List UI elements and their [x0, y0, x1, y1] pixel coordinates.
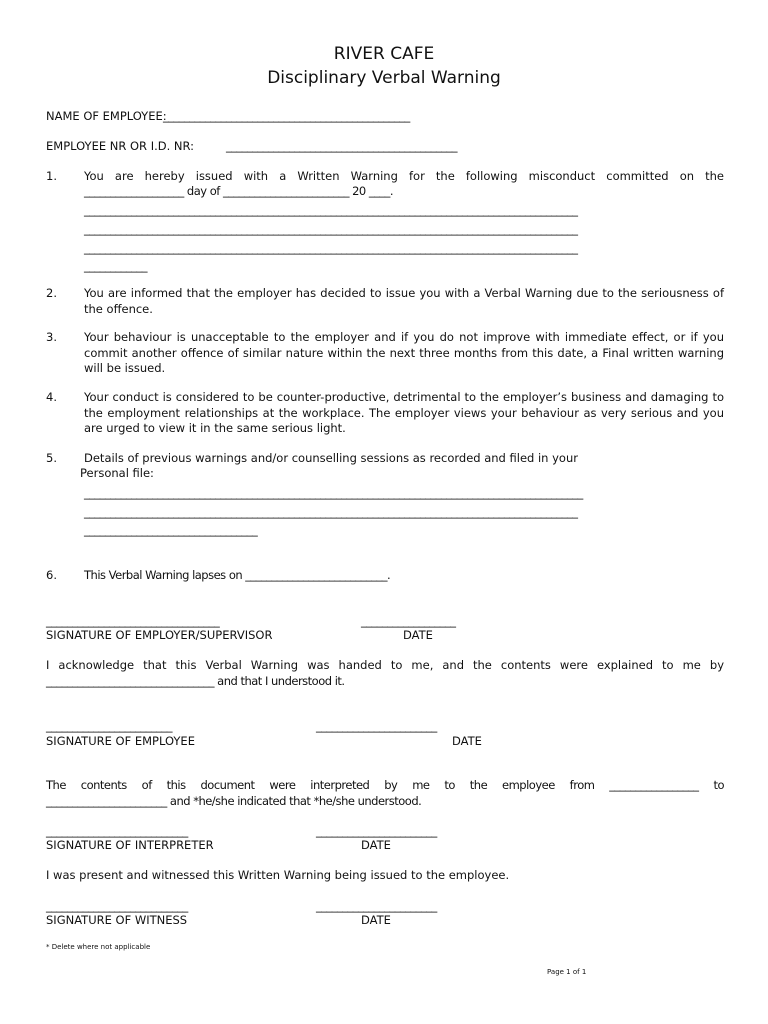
- employer-signature-line[interactable]: _________________________________: [46, 614, 220, 628]
- employer-signature-label: SIGNATURE OF EMPLOYER/SUPERVISOR: [46, 628, 273, 642]
- employee-name-label: NAME OF EMPLOYEE:: [46, 109, 167, 123]
- document-title: Disciplinary Verbal Warning: [267, 68, 501, 88]
- witness-statement: I was present and witnessed this Written Warning being issued to the employee.: [46, 868, 510, 882]
- employer-date-line[interactable]: __________________: [361, 614, 456, 628]
- interpreter-signature-label: SIGNATURE OF INTERPRETER: [46, 838, 214, 852]
- item-1-blank-line[interactable]: ______________________________________________________________________________________________: [84, 241, 578, 255]
- item-1-blank-line[interactable]: ______________________________________________________________________________________________: [84, 222, 578, 236]
- employee-nr-label: EMPLOYEE NR OR I.D. NR:: [46, 139, 195, 153]
- employee-nr-field[interactable]: ____________________________________________: [226, 139, 457, 153]
- item-5-blank-line[interactable]: _________________________________: [84, 523, 258, 537]
- interpreter-statement: The contents of this document were interpreted by me to the employee from _________________ to: [46, 778, 724, 792]
- company-name: RIVER CAFE: [333, 44, 435, 64]
- employee-date-label: DATE: [452, 734, 482, 748]
- item-1-text: You are hereby issued with a Written Warning for the following misconduct committed on the: [84, 169, 724, 183]
- footnote: * Delete where not applicable: [46, 943, 151, 951]
- acknowledgement-text-continued[interactable]: ________________________________ and that I understood it.: [46, 674, 345, 688]
- interpreter-date-label: DATE: [361, 838, 391, 852]
- witness-signature-line[interactable]: ___________________________: [46, 899, 188, 913]
- interpreter-statement-continued[interactable]: _______________________ and *he/she indicated that *he/she understood.: [46, 794, 422, 808]
- item-5-text-continued: Personal file:: [80, 466, 154, 480]
- item-5-number: 5.: [46, 451, 57, 465]
- item-5-blank-line[interactable]: ______________________________________________________________________________________________: [84, 505, 578, 519]
- item-6-text[interactable]: This Verbal Warning lapses on ___________________________.: [84, 568, 391, 582]
- item-1-date-line[interactable]: ___________________ day of ________________________ 20 ____.: [84, 184, 394, 198]
- item-6-number: 6.: [46, 568, 57, 582]
- employee-signature-label: SIGNATURE OF EMPLOYEE: [46, 734, 195, 748]
- witness-date-label: DATE: [361, 913, 391, 927]
- item-1-blank-line[interactable]: ____________: [84, 259, 147, 273]
- item-2-text: You are informed that the employer has decided to issue you with a Verbal Warning due to the seriousness of the offence.: [84, 286, 724, 316]
- employee-name-field[interactable]: _______________________________________________: [163, 109, 410, 123]
- employee-signature-line[interactable]: ________________________: [46, 719, 172, 733]
- item-3-text: Your behaviour is unacceptable to the employer and if you do not improve with immediate effect, or if you commit another offence of similar nature within the next three months from this date, a Final written warning will be issued.: [84, 330, 724, 375]
- employer-date-label: DATE: [403, 628, 433, 642]
- item-3-number: 3.: [46, 330, 57, 344]
- item-5-text: Details of previous warnings and/or counselling sessions as recorded and filed in your: [84, 451, 578, 465]
- item-4-text: Your conduct is considered to be counter-productive, detrimental to the employer’s business and damaging to the employment relationships at the workplace. The employer views your behaviour as very serious and you are urged to view it in the same serious light.: [84, 390, 724, 435]
- employee-date-line[interactable]: _______________________: [316, 719, 437, 733]
- interpreter-signature-line[interactable]: ___________________________: [46, 824, 188, 838]
- item-2-number: 2.: [46, 286, 57, 300]
- interpreter-date-line[interactable]: _______________________: [316, 824, 437, 838]
- witness-date-line[interactable]: _______________________: [316, 899, 437, 913]
- item-1-blank-line[interactable]: ______________________________________________________________________________________________: [84, 203, 578, 217]
- acknowledgement-text: I acknowledge that this Verbal Warning was handed to me, and the contents were explained to me by: [46, 658, 724, 672]
- item-4-number: 4.: [46, 390, 57, 404]
- item-1-number: 1.: [46, 169, 57, 183]
- item-5-blank-line[interactable]: _______________________________________________________________________________________________: [84, 486, 583, 500]
- witness-signature-label: SIGNATURE OF WITNESS: [46, 913, 188, 927]
- page-number: Page 1 of 1: [547, 968, 587, 976]
